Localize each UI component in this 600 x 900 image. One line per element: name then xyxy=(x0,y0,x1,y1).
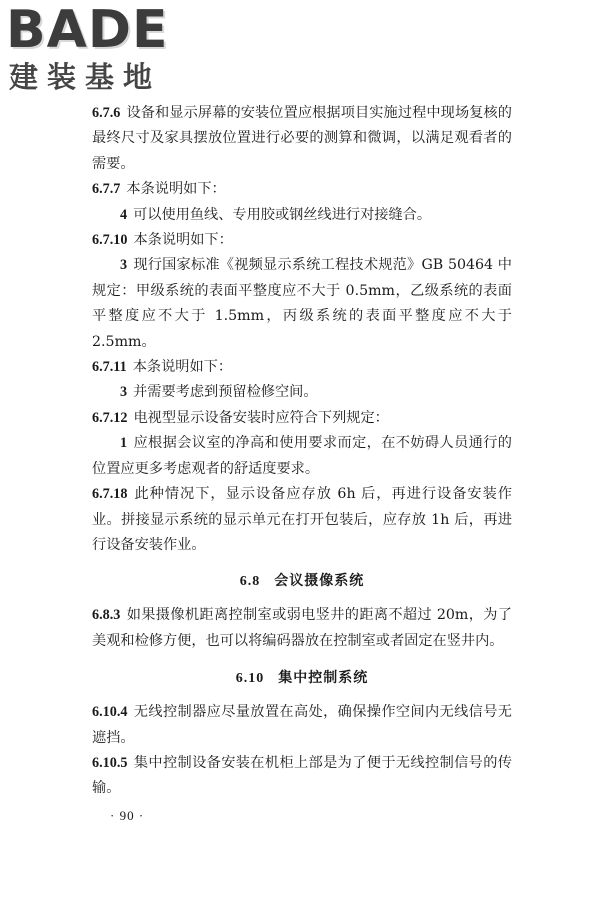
clause-text: 本条说明如下： xyxy=(126,181,226,198)
bade-logo xyxy=(6,0,178,96)
clause-6-8-3 xyxy=(92,603,512,654)
clause-text: 此种情况下，显示设备应存放 6h 后，再进行设备安装作业。拼接显示系统的显示单元在打开包装后，应存放 1h 后，再进行设备安装作业。 xyxy=(92,486,512,553)
document-body xyxy=(92,101,512,824)
logo-brand: BADE xyxy=(6,0,169,60)
clause-text: 无线控制器应尽量放置在高处，确保操作空间内无线信号无遮挡。 xyxy=(92,704,512,746)
clause-number: 6.7.7 xyxy=(92,181,121,198)
clause-number: 6.10.5 xyxy=(92,754,128,771)
clause-text: 本条说明如下： xyxy=(132,359,233,376)
clause-number: 6.7.12 xyxy=(92,409,128,426)
section-heading-6-10 xyxy=(92,667,512,687)
clause-number: 6.7.18 xyxy=(92,486,128,503)
clause-number: 6.8.3 xyxy=(92,607,121,624)
section-number: 6.8 xyxy=(239,574,261,590)
section-heading-6-8 xyxy=(92,570,512,590)
clause-text: 设备和显示屏幕的安装位置应根据项目实施过程中现场复核的最终尺寸及家具摆放位置进行必要的测算和微调，以满足观看者的需要。 xyxy=(92,105,512,172)
clause-6-7-7-item xyxy=(92,203,512,228)
item-number: 1 xyxy=(120,435,128,452)
item-number: 4 xyxy=(120,206,128,223)
clause-6-7-18 xyxy=(92,482,512,558)
section-title: 会议摄像系统 xyxy=(274,573,365,590)
clause-number: 6.7.10 xyxy=(92,232,128,249)
clause-6-7-6 xyxy=(92,101,512,177)
clause-text: 如果摄像机距离控制室或弱电竖井的距离不超过 20m，为了美观和检修方便，也可以将编码器放在控制室或者固定在竖井内。 xyxy=(92,607,512,649)
clause-number: 6.7.11 xyxy=(92,359,127,376)
clause-number: 6.10.4 xyxy=(92,704,128,721)
page-number: · 90 · xyxy=(110,807,145,823)
item-text: 应根据会议室的净高和使用要求而定，在不妨碍人员通行的位置应更多考虑观者的舒适度要求。 xyxy=(92,435,512,477)
item-number: 3 xyxy=(120,384,128,401)
clause-6-7-12-item xyxy=(92,431,512,482)
clause-6-7-11-item xyxy=(92,380,512,405)
clause-6-7-12 xyxy=(92,406,512,431)
clause-6-7-10-item xyxy=(92,253,512,355)
clause-6-10-4 xyxy=(92,700,512,751)
section-number: 6.10 xyxy=(235,671,265,687)
item-text: 现行国家标准《视频显示系统工程技术规范》GB 50464 中规定：甲级系统的表面平整度应不大于 0.5mm，乙级系统的表面平整度应不大于 1.5mm，丙级系统的表面平整度应不大于 2.5mm。 xyxy=(92,257,512,350)
clause-number: 6.7.6 xyxy=(92,105,121,121)
clause-6-7-11 xyxy=(92,355,512,380)
clause-text: 集中控制设备安装在机柜上部是为了便于无线控制信号的传输。 xyxy=(92,754,512,797)
section-title: 集中控制系统 xyxy=(278,670,369,687)
clause-6-7-7 xyxy=(92,177,512,202)
item-text: 并需要考虑到预留检修空间。 xyxy=(133,384,318,401)
clause-6-10-5 xyxy=(92,751,512,802)
clause-text: 本条说明如下： xyxy=(133,232,233,249)
logo-subtitle: 建装基地 xyxy=(9,60,162,94)
item-text: 可以使用鱼线、专用胶或钢丝线进行对接缝合。 xyxy=(133,206,432,223)
clause-6-7-10 xyxy=(92,228,512,253)
clause-text: 电视型显示设备安装时应符合下列规定： xyxy=(133,409,389,426)
item-number: 3 xyxy=(120,257,128,274)
